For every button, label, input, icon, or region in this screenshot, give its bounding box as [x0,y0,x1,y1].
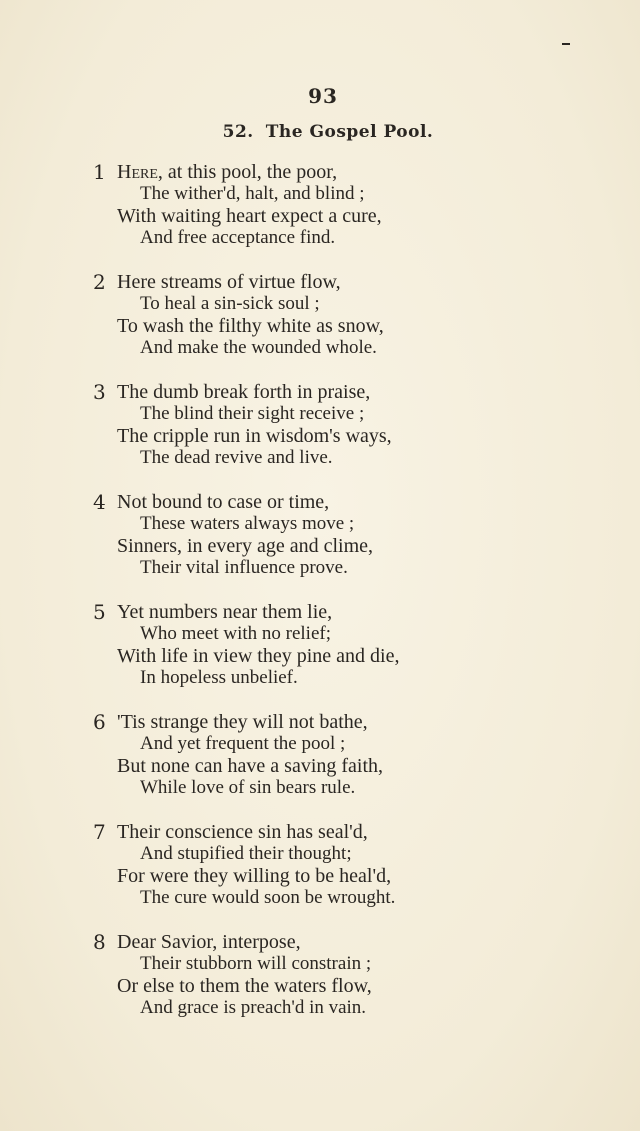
stanza-line-3: Or else to them the waters flow, [117,975,372,997]
stanza-line-2: The wither'd, halt, and blind ; [140,183,365,204]
stanza-line-4: The dead revive and live. [140,447,333,468]
hymn-heading [8,122,640,142]
stanza-8 [0,928,640,1038]
stanza-number: 7 [93,820,106,844]
stanza-4 [0,488,640,598]
stanza-line-1: The dumb break forth in praise, [117,381,371,403]
stanza-line-2: And stupified their thought; [140,843,352,864]
stanza-line-1 [117,161,337,183]
stanza-line-4: In hopeless unbelief. [140,667,298,688]
stanza-line-3: Sinners, in every age and clime, [117,535,374,557]
stanza-number: 2 [93,270,106,294]
stanza-line-2: These waters always move ; [140,513,355,534]
stanza-2 [0,268,640,378]
stanza-6 [0,708,640,818]
stanza-first-word: Here [117,161,158,183]
hymn-stanzas [0,158,640,1038]
stanza-line-1: Yet numbers near them lie, [117,601,333,623]
stanza-7 [0,818,640,928]
stanza-number: 5 [93,600,106,624]
stanza-line-3: With life in view they pine and die, [117,645,400,667]
stanza-number: 6 [93,710,106,734]
stanza-line-4: And free acceptance find. [140,227,336,248]
stanza-number: 4 [93,490,106,514]
stanza-line-4: While love of sin bears rule. [140,777,356,798]
stanza-line-3: The cripple run in wisdom's ways, [117,425,392,447]
stanza-number: 8 [93,930,106,954]
stanza-line-2: And yet frequent the pool ; [140,733,346,754]
stanza-line-1: Their conscience sin has seal'd, [117,821,368,843]
stanza-line-2: Who meet with no relief; [140,623,331,644]
stanza-line-1: Dear Savior, interpose, [117,931,301,953]
page-number: 93 [308,84,338,108]
stanza-line-4: And make the wounded whole. [140,337,377,358]
stanza-line-3: But none can have a saving faith, [117,755,384,777]
stanza-line-4: The cure would soon be wrought. [140,887,396,908]
stanza-line-2: To heal a sin-sick soul ; [140,293,320,314]
stanza-line-3: For were they willing to be heal'd, [117,865,392,887]
stanza-line-3: With waiting heart expect a cure, [117,205,382,227]
stanza-line-2: Their stubborn will constrain ; [140,953,372,974]
stanza-line-4: Their vital influence prove. [140,557,348,578]
margin-mark [562,43,570,45]
stanza-line-3: To wash the filthy white as snow, [117,315,384,337]
stanza-line-1: Not bound to case or time, [117,491,330,513]
hymn-number: 52. [222,122,254,142]
hymn-title: The Gospel Pool. [265,122,434,142]
stanza-line-1: Here streams of virtue flow, [117,271,341,293]
stanza-number: 1 [93,160,106,184]
stanza-number: 3 [93,380,106,404]
stanza-line-2: The blind their sight receive ; [140,403,365,424]
stanza-line-4: And grace is preach'd in vain. [140,997,367,1018]
stanza-5 [0,598,640,708]
stanza-1 [0,158,640,268]
stanza-3 [0,378,640,488]
stanza-line-1: 'Tis strange they will not bathe, [117,711,368,733]
stanza-first-rest: , at this pool, the poor, [157,161,338,183]
